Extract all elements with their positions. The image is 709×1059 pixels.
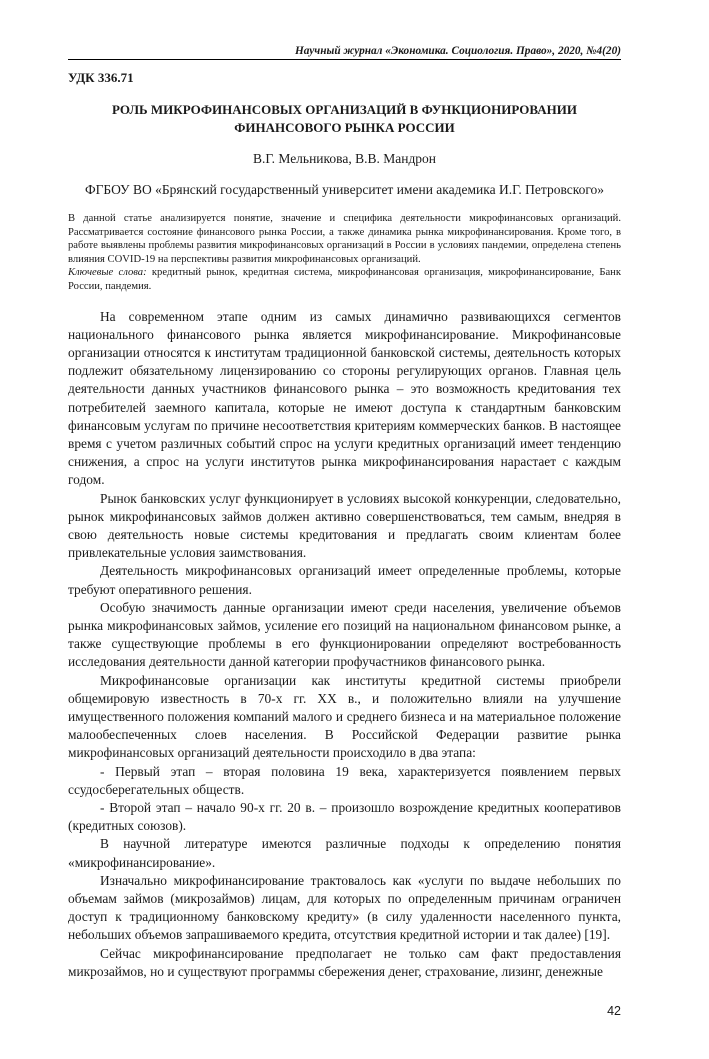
keywords-list: кредитный рынок, кредитная система, микрофинансовая организация, микрофинансирование, Банк России, пандемия. <box>68 267 621 292</box>
paragraph: На современном этапе одним из самых динамично развивающихся сегментов национального финансового рынка является микрофинансирование. Микрофинансовые организации относятся к институтам традиционной банковской системы, деятельность которых подлежит обязательному лицензированию со стороны регулирующих органов. Главная цель деятельности данных участников финансового рынка – это возможность кредитования тех потребителей заемного капитала, которые не имеют доступа к стандартным банковским финансовым услугам по причине несоответствия критериям коммерческих банков. В настоящее время с учетом различных событий спрос на услуги кредитных организаций имеет тенденцию снижения, а спрос на услуги институтов рынка микрофинансирования нарастает с каждым годом. <box>68 308 621 488</box>
paragraph: Изначально микрофинансирование трактовалось как «услуги по выдаче небольших по объемам займов (микрозаймов) лицам, для которых по определенным причинам ограничен доступ к традиционному банковскому кредиту» (в силу удаленности населенного пункта, небольших объемов запрашиваемого кредита, отсутствия кредитной истории и так далее) [19]. <box>68 872 621 943</box>
paragraph: Сейчас микрофинансирование предполагает не только сам факт предоставления микрозаймов, но и существуют программы сбережения денег, страхование, лизинг, денежные <box>68 945 621 979</box>
article-body <box>68 308 621 982</box>
paragraph: Деятельность микрофинансовых организаций имеет определенные проблемы, которые требуют оперативного решения. <box>68 563 621 597</box>
paragraph: - Первый этап – вторая половина 19 века, характеризуется появлением первых ссудосберегательных обществ. <box>68 763 621 797</box>
paragraph: В научной литературе имеются различные подходы к определению понятия «микрофинансирование». <box>68 836 621 870</box>
page-number: 42 <box>607 1004 621 1019</box>
abstract-text: В данной статье анализируется понятие, значение и специфика деятельности микрофинансовых организаций. Рассматривается состояние финансового рынка России, а также динамика рынка микрофинансирования. Кроме того, в работе выявлены проблемы развития микрофинансовых организаций в России в условиях пандемии, определена степень влияния COVID-19 на перспективы развития микрофинансовых организаций. <box>68 213 621 265</box>
udk-code: УДК 336.71 <box>68 70 134 85</box>
keywords-label: Ключевые слова: <box>68 267 147 279</box>
journal-header: Научный журнал «Экономика. Социология. Право», 2020, №4(20) <box>68 44 621 60</box>
keywords <box>68 266 621 293</box>
paragraph: Микрофинансовые организации как институты кредитной системы приобрели общемировую известность в 70-х гг. XX в., и положительно влияли на улучшение имущественного положения компаний малого и среднего бизнеса и на материальное положение малообеспеченных слоев населения. В Российской Федерации развитие рынка микрофинансовых организаций деятельности происходило в два этапа: <box>68 672 621 761</box>
affiliation: ФГБОУ ВО «Брянский государственный университет имени академика И.Г. Петровского» <box>84 182 605 197</box>
paragraph: Рынок банковских услуг функционирует в условиях высокой конкуренции, следовательно, рынок микрофинансовых займов должен активно совершенствоваться, тем самым, внедряя в свою деятельность новые системы кредитования и предлагать своим клиентам более привлекательные условия заимствования. <box>68 490 621 561</box>
title-line-1: РОЛЬ МИКРОФИНАНСОВЫХ ОРГАНИЗАЦИЙ В ФУНКЦИОНИРОВАНИИ <box>112 102 577 117</box>
authors: В.Г. Мельникова, В.В. Мандрон <box>252 151 437 166</box>
paragraph: - Второй этап – начало 90-х гг. 20 в. – произошло возрождение кредитных кооперативов (кредитных союзов). <box>68 800 621 834</box>
abstract <box>68 212 621 294</box>
article-title <box>68 101 621 137</box>
title-line-2: ФИНАНСОВОГО РЫНКА РОССИИ <box>234 120 455 135</box>
paragraph: Особую значимость данные организации имеют среди населения, увеличение объемов рынка микрофинансовых займов, усиление его позиций на национальном финансовом рынке, а также существующие проблемы в его функционировании определяют востребованность исследования деятельности данной категории профучастников финансового рынка. <box>68 599 621 670</box>
